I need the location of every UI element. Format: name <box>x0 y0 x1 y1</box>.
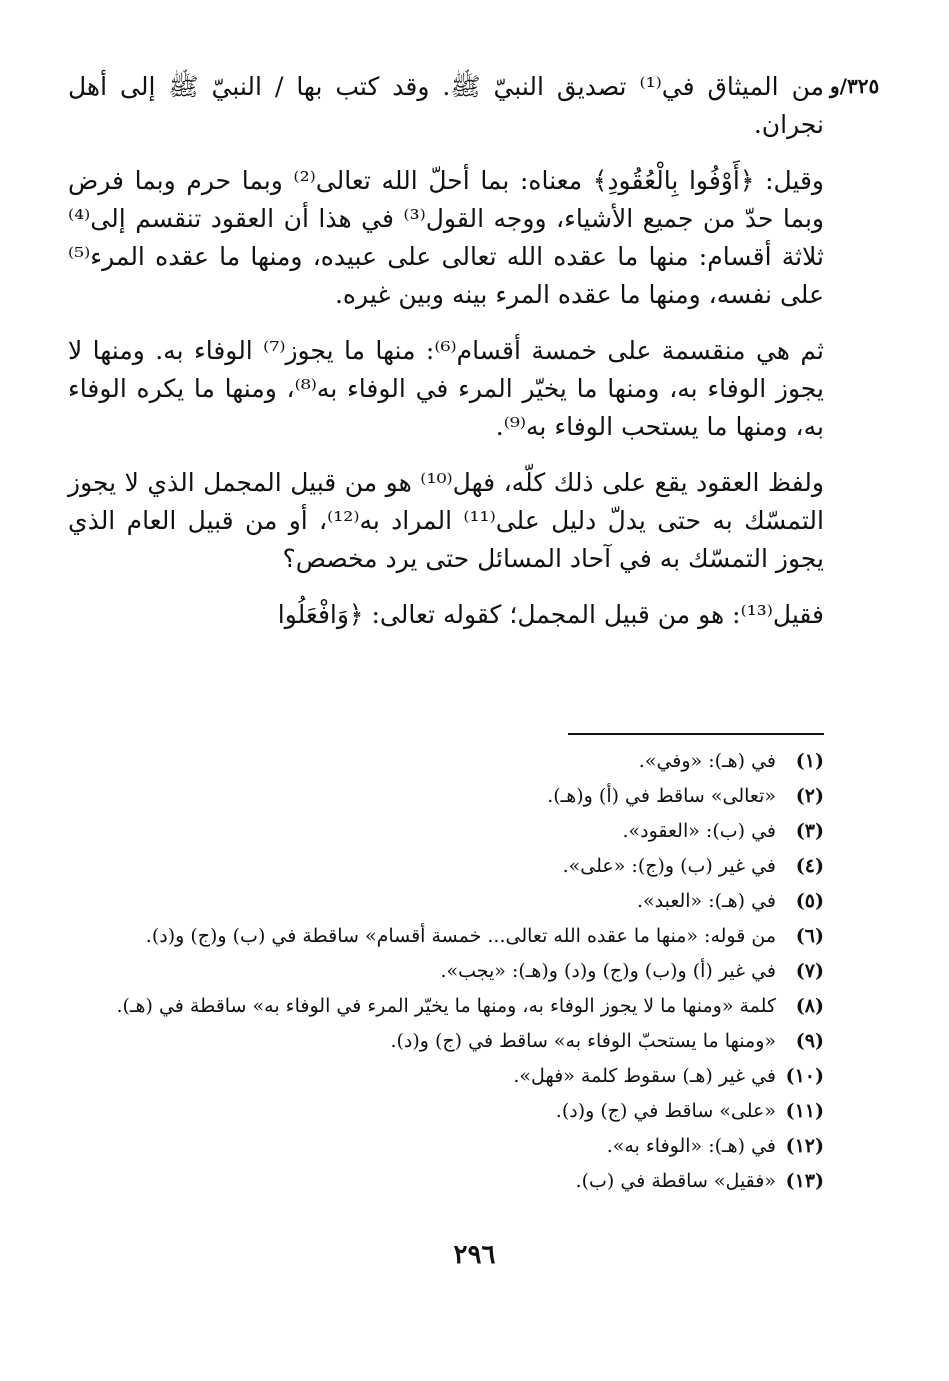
footnote-item <box>68 1024 824 1059</box>
footnote-number: (٨) <box>795 995 824 1017</box>
manuscript-folio-mark: ٣٢٥/و <box>830 74 880 98</box>
footnote-item <box>68 814 824 849</box>
footnote-item <box>68 1164 824 1199</box>
footnote-number: (١٣) <box>785 1170 824 1192</box>
footnote-text: «تعالى» ساقط في (أ) و(هـ). <box>547 785 776 807</box>
footnote-text: «فقيل» ساقطة في (ب). <box>575 1170 776 1192</box>
footnote-text: في (ب): «العقود». <box>622 820 776 842</box>
footnote-divider <box>568 733 824 735</box>
footnote-item <box>68 1129 824 1164</box>
footnote-number: (٣) <box>795 820 824 842</box>
footnote-text: في غير (أ) و(ب) و(ج) و(د) و(هـ): «يجب». <box>440 960 776 982</box>
page-number: ٢٩٦ <box>453 1240 496 1270</box>
footnote-number: (٩) <box>795 1030 824 1052</box>
paragraph-1: من الميثاق في⁽¹⁾ تصديق النبيّ ﷺ. وقد كتب بها / النبيّ ﷺ إلى أهل نجران. <box>68 72 824 139</box>
footnote-number: (٦) <box>795 925 824 947</box>
footnote-number: (١١) <box>785 1100 824 1122</box>
footnote-text: في غير (هـ) سقوط كلمة «فهل». <box>513 1065 776 1087</box>
footnote-item <box>68 919 824 954</box>
footnote-item <box>68 1094 824 1129</box>
paragraph-5: فقيل⁽¹³⁾: هو من قبيل المجمل؛ كقوله تعالى: ﴿وَافْعَلُوا <box>277 600 824 629</box>
footnote-text: في (هـ): «العبد». <box>636 890 776 912</box>
footnote-text: في (هـ): «وفي». <box>638 750 776 772</box>
paragraph-3: ثم هي منقسمة على خمسة أقسام⁽⁶⁾: منها ما يجوز⁽⁷⁾ الوفاء به. ومنها لا يجوز الوفاء به، ومنها ما يخيّر المرء في الوفاء به⁽⁸⁾، ومنها ما يكره الوفاء به، ومنها ما يستحب الوفاء به⁽⁹⁾. <box>68 336 824 441</box>
footnote-text: في غير (ب) و(ج): «على». <box>562 855 776 877</box>
footnote-number: (١٠) <box>785 1065 824 1087</box>
footnote-number: (٢) <box>795 785 824 807</box>
footnote-number: (١) <box>795 750 824 772</box>
main-text <box>68 68 824 652</box>
footnote-text: في (هـ): «الوفاء به». <box>606 1135 776 1157</box>
footnote-item <box>68 779 824 814</box>
footnote-item <box>68 1059 824 1094</box>
footnote-item <box>68 989 824 1024</box>
footnote-item <box>68 849 824 884</box>
footnote-text: من قوله: «منها ما عقده الله تعالى... خمسة أقسام» ساقطة في (ب) و(ج) و(د). <box>145 925 776 947</box>
paragraph-4: ولفظ العقود يقع على ذلك كلّه، فهل⁽¹⁰⁾ هو من قبيل المجمل الذي لا يجوز التمسّك به حتى يدلّ دليل على⁽¹¹⁾ المراد به⁽¹²⁾، أو من قبيل العام الذي يجوز التمسّك به في آحاد المسائل حتى يرد مخصص؟ <box>68 468 824 573</box>
footnote-number: (٥) <box>795 890 824 912</box>
footnote-text: «ومنها ما يستحبّ الوفاء به» ساقط في (ج) و(د). <box>390 1030 776 1052</box>
footnote-item <box>68 744 824 779</box>
footnote-item <box>68 884 824 919</box>
footnote-number: (٤) <box>795 855 824 877</box>
footnote-text: «على» ساقط في (ج) و(د). <box>555 1100 776 1122</box>
footnote-number: (١٢) <box>785 1135 824 1157</box>
footnote-text: كلمة «ومنها ما لا يجوز الوفاء به، ومنها ما يخيّر المرء في الوفاء به» ساقطة في (هـ). <box>116 995 776 1017</box>
paragraph-2: وقيل: ﴿أَوْفُوا بِالْعُقُودِ﴾ معناه: بما أحلّ الله تعالى⁽²⁾ وبما حرم وبما فرض وبما حدّ من جميع الأشياء، ووجه القول⁽³⁾ في هذا أن العقود تنقسم إلى⁽⁴⁾ ثلاثة أقسام: منها ما عقده الله تعالى على عبيده، ومنها ما عقده المرء⁽⁵⁾ على نفسه، ومنها ما عقده المرء بينه وبين غيره. <box>68 166 825 309</box>
footnotes <box>68 744 824 1199</box>
footnote-item <box>68 954 824 989</box>
footnote-number: (٧) <box>795 960 824 982</box>
